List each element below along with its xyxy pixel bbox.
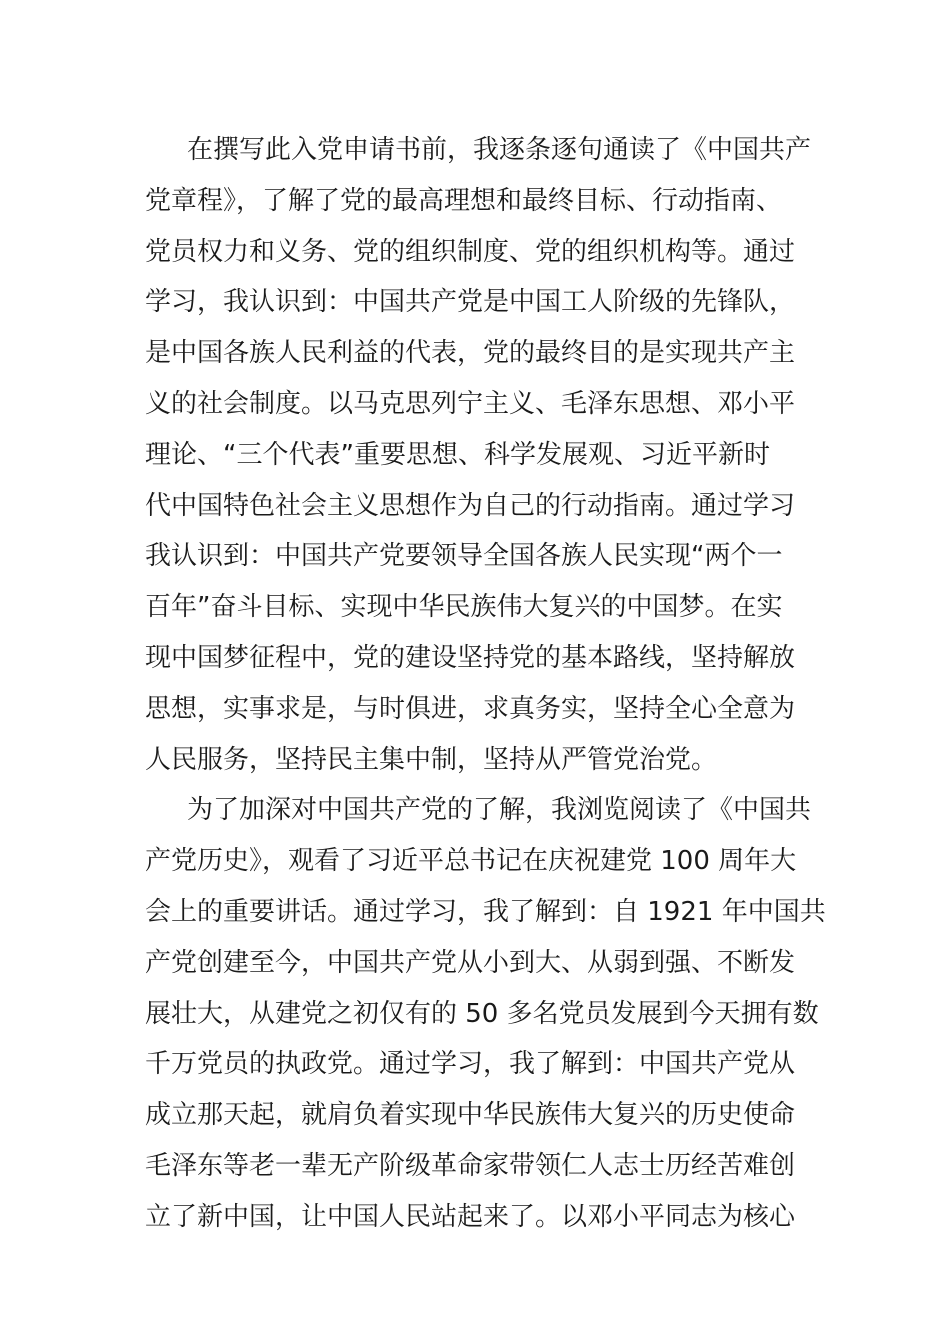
paragraph-1-line-6: 义的社会制度。以马克思列宁主义、毛泽东思想、邓小平 xyxy=(145,388,796,419)
paragraph-1-line-10: 百年”奋斗目标、实现中华民族伟大复兴的中国梦。在实 xyxy=(145,592,783,623)
paragraph-2-line-1: 为了加深对中国共产党的了解，我浏览阅读了《中国共 xyxy=(187,795,812,826)
paragraph-1-line-7: 理论、“三个代表”重要思想、科学发展观、习近平新时 xyxy=(145,439,770,470)
paragraph-2-line-7: 成立那天起，就肩负着实现中华民族伟大复兴的历史使命 xyxy=(145,1100,796,1131)
paragraph-1-line-9: 我认识到：中国共产党要领导全国各族人民实现“两个一 xyxy=(145,541,783,572)
paragraph-1-line-4: 学习，我认识到：中国共产党是中国工人阶级的先锋队， xyxy=(145,287,796,318)
body-text xyxy=(145,125,826,1243)
paragraph-1-line-8: 代中国特色社会主义思想作为自己的行动指南。通过学习 xyxy=(145,490,796,521)
paragraph-1-line-1: 在撰写此入党申请书前，我逐条逐句通读了《中国共产 xyxy=(187,135,812,165)
paragraph-2-line-5: 展壮大，从建党之初仅有的 50 多名党员发展到今天拥有数 xyxy=(145,998,819,1029)
paragraph-1-line-3: 党员权力和义务、党的组织制度、党的组织机构等。通过 xyxy=(145,236,796,267)
paragraph-2-line-2: 产党历史》，观看了习近平总书记在庆祝建党 100 周年大 xyxy=(145,846,797,877)
paragraph-2-line-9: 立了新中国，让中国人民站起来了。以邓小平同志为核心 xyxy=(145,1201,796,1232)
paragraph-1-line-12: 思想，实事求是，与时俱进，求真务实，坚持全心全意为 xyxy=(145,693,796,724)
paragraph-2-line-6: 千万党员的执政党。通过学习，我了解到：中国共产党从 xyxy=(145,1049,796,1080)
paragraph-1-line-2: 党章程》，了解了党的最高理想和最终目标、行动指南、 xyxy=(145,185,783,216)
paragraph-2-line-8: 毛泽东等老一辈无产阶级革命家带领仁人志士历经苦难创 xyxy=(145,1150,796,1181)
paragraph-2-line-3: 会上的重要讲话。通过学习，我了解到：自 1921 年中国共 xyxy=(145,896,826,927)
paragraph-1-line-13: 人民服务，坚持民主集中制，坚持从严管党治党。 xyxy=(145,744,718,775)
paragraph-1-line-5: 是中国各族人民利益的代表，党的最终目的是实现共产主 xyxy=(145,338,796,369)
paragraph-2-line-4: 产党创建至今，中国共产党从小到大、从弱到强、不断发 xyxy=(145,947,796,978)
paragraph-1-line-11: 现中国梦征程中，党的建设坚持党的基本路线，坚持解放 xyxy=(145,642,796,673)
